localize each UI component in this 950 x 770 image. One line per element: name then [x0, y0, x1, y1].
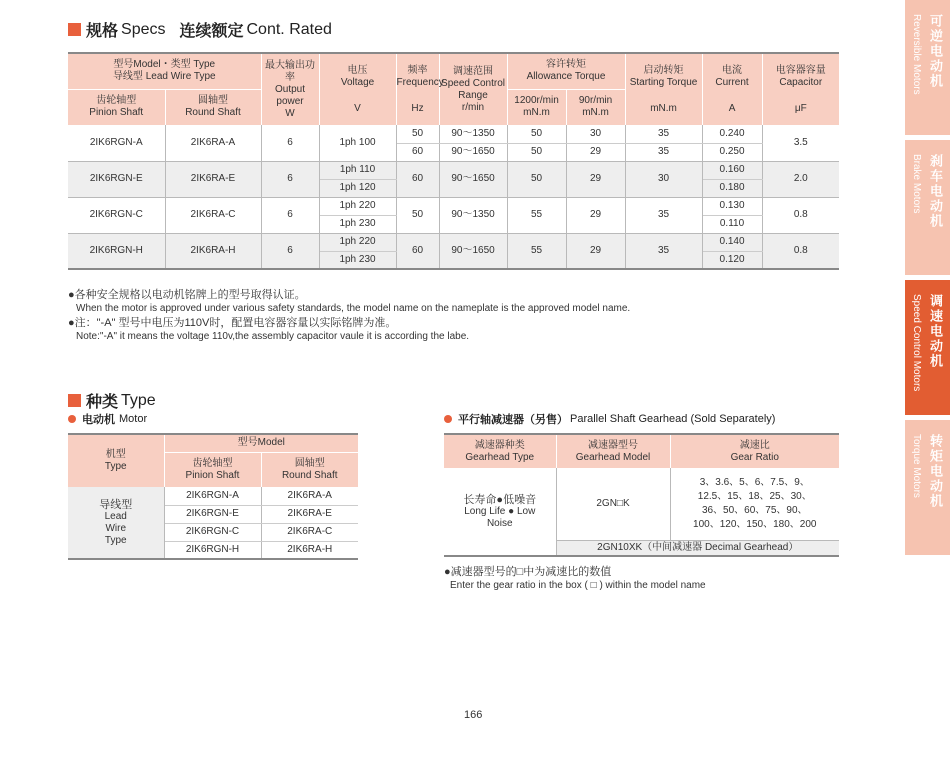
table-row: 1ph 230 0.120: [68, 251, 839, 269]
table-row: 1ph 230 0.110: [68, 215, 839, 233]
section-marker-icon: [68, 394, 81, 407]
hdr-power: 最大输出功率 Output power W: [261, 53, 319, 125]
table-row: 2IK6RGN-E 2IK6RA-E: [68, 505, 358, 523]
hdr-torque-90: 90r/min mN.m: [566, 89, 625, 125]
motor-type-table: [68, 433, 358, 560]
side-tab-speed-control[interactable]: 调速电动机 Speed Control Motors: [905, 280, 950, 415]
hdr-kind: 机型 Type: [68, 434, 164, 487]
section-marker-icon: [68, 23, 81, 36]
specs-notes: [68, 288, 630, 344]
hdr-voltage: 电压 Voltage V: [319, 53, 396, 125]
note-1-en: When the motor is approved under various safety standards, the model name on the nameplate is the approved model name.: [76, 303, 631, 314]
gearhead-heading: 平行轴减速器（另售） Parallel Shaft Gearhead (Sold Separately): [444, 411, 775, 427]
note-2-zh: ●注："-A" 型号中电压为110V时，配置电容器容量以实际铭牌为准。: [68, 317, 397, 329]
hdr-gear-ratio: 减速比 Gear Ratio: [730, 439, 779, 463]
hdr-speed: 调速范围 Speed Control Range r/min: [439, 53, 507, 125]
hdr-model: 型号Model・类型 Type 导线型 Lead Wire Type: [68, 53, 261, 89]
hdr-capacitor: 电容器容量 Capacitor μF: [775, 64, 826, 114]
decimal-gearhead: 2GN10XK（中间减速器 Decimal Gearhead）: [556, 540, 839, 556]
hdr-torque-1200: 1200r/min mN.m: [507, 89, 566, 125]
type-title-en: Type: [121, 391, 156, 409]
gear-note-zh: ●减速器型号的□中为减速比的数值: [444, 566, 612, 578]
note-2-en: Note:"-A" it means the voltage 110v,the assembly capacitor vaule it is according the labe.: [76, 331, 470, 342]
hdr-torque: 容许转矩 Allowance Torque: [507, 53, 625, 89]
note-1-zh: ●各种安全规格以电动机铭牌上的型号取得认证。: [68, 289, 306, 301]
hdr-frequency: 频率 Frequency Hz: [396, 53, 439, 125]
specs-table: [68, 52, 839, 270]
bullet-icon: [68, 415, 76, 423]
side-tab-torque[interactable]: 转矩电动机 Torque Motors: [905, 420, 950, 555]
gearhead-notes: [444, 565, 706, 593]
page-number: 166: [464, 709, 483, 721]
hdr-round: 圆轴型 Round Shaft: [281, 457, 338, 481]
bullet-icon: [444, 415, 452, 423]
specs-subtitle-zh: 连续额定: [179, 23, 244, 40]
table-row: 1ph 120 0.180: [68, 179, 839, 197]
table-row: [444, 468, 839, 540]
hdr-model: 型号Model: [164, 434, 358, 452]
side-tab-reversible[interactable]: 可逆电动机 Reversible Motors: [905, 0, 950, 135]
motor-heading: 电动机 Motor: [68, 411, 147, 427]
gear-note-en: Enter the gear ratio in the box ( □ ) within the model name: [450, 580, 706, 591]
hdr-gear-type: 减速器种类 Gearhead Type: [444, 434, 556, 468]
table-row: 60 90～1650 50 29 35 0.250: [68, 143, 839, 161]
table-row: 2IK6RGN-A 2IK6RA-A 6 1ph 100 50 90～1350 50 30 35 0.240 3.5: [68, 125, 839, 143]
type-title-zh: 种类: [86, 394, 119, 411]
hdr-gear-model: 减速器型号 Gearhead Model: [556, 434, 670, 468]
lead-wire-type: 导线型 Lead Wire Type: [68, 487, 164, 559]
hdr-round: 圆轴型 Round Shaft: [165, 89, 261, 125]
type-title: [68, 389, 156, 412]
table-row: 导线型 Lead Wire Type 2IK6RGN-A 2IK6RA-A: [68, 487, 358, 505]
table-row: 2IK6RGN-E 2IK6RA-E 6 1ph 110 60 90～1650 50 29 30 0.160 2.0: [68, 161, 839, 179]
gear-ratio-cell: 3、3.6、5、6、7.5、9、 12.5、15、18、25、30、 36、50、60、75、90、 100、120、150、180、200: [670, 468, 839, 540]
hdr-pinion: 齿轮轴型 Pinion Shaft: [68, 89, 165, 125]
table-row: 2IK6RGN-C 2IK6RA-C: [68, 523, 358, 541]
gearhead-table: [444, 433, 839, 557]
side-tab-brake[interactable]: 刹车电动机 Brake Motors: [905, 140, 950, 275]
hdr-current: 电流 Current A: [702, 53, 762, 125]
specs-title-zh: 规格: [86, 23, 119, 40]
gear-type-cell: 长寿命●低噪音 Long Life ● Low Noise: [444, 468, 556, 556]
specs-subtitle-en: Cont. Rated: [246, 20, 332, 38]
hdr-starting: 启动转矩 Starting Torque mN.m: [625, 53, 702, 125]
gear-model-cell: 2GN□K: [556, 468, 670, 540]
specs-title: [68, 18, 332, 41]
table-row: 2IK6RGN-H 2IK6RA-H: [68, 541, 358, 559]
specs-title-en: Specs: [121, 20, 166, 38]
hdr-pinion: 齿轮轴型 Pinion Shaft: [164, 452, 261, 487]
table-row: 2IK6RGN-H 2IK6RA-H 6 1ph 220 60 90～1650 55 29 35 0.140 0.8: [68, 233, 839, 251]
table-row: 2IK6RGN-C 2IK6RA-C 6 1ph 220 50 90～1350 55 29 35 0.130 0.8: [68, 197, 839, 215]
